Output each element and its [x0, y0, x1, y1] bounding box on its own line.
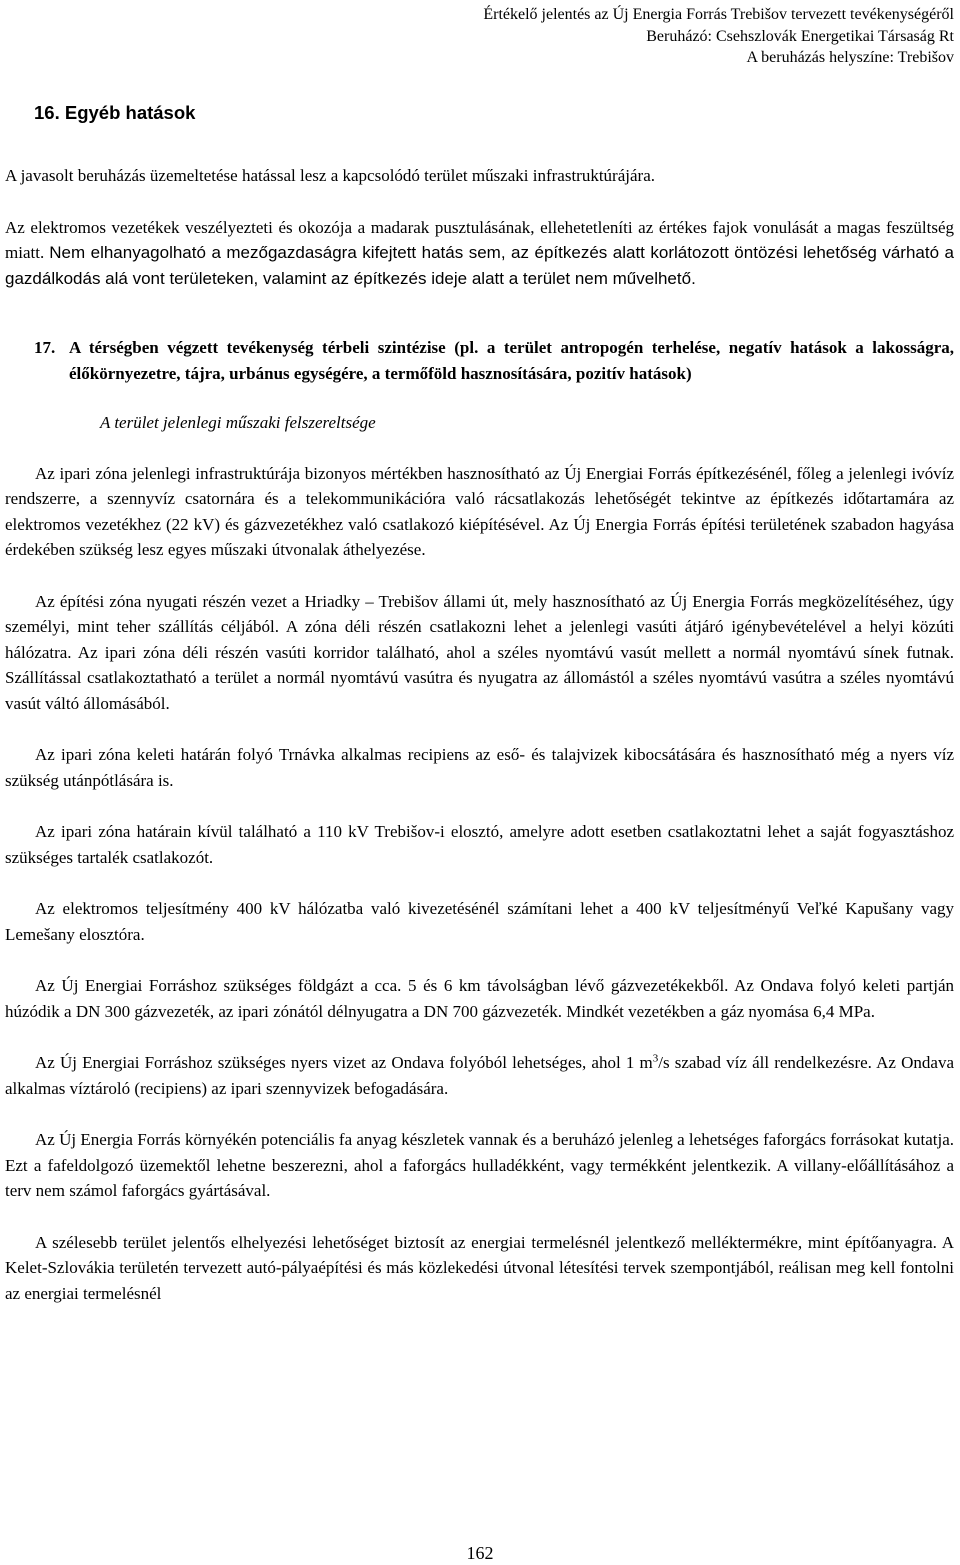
paragraph-text: Az elektromos vezetékek veszélyezteti és okozója a madarak pusztulásának, ellehetetleníti az értékes fajok vonulását a magas feszültség miatt. — [5, 217, 954, 262]
paragraph-text: Nem elhanyagolható a mezőgazdaságra kifejtett hatás sem, az építkezés alatt korlátozott öntözési lehetőség várható a gazdálkodás alá vont területeken, valamint az építkezés ideje alatt a terület nem művelhető. — [5, 243, 954, 288]
body-paragraph: Az Új Energia Forrás környékén potenciális fa anyag készletek vannak és a beruházó jelenleg a lehetséges faforgács forrásokat kutatja. Ezt a fafeldolgozó üzemektől lehetne beszerezni, ahol a faforgács hulladékként, vagy termékként jelentkezik. A villany-előállításához a terv nem számol faforgács gyártásával. — [5, 1130, 954, 1200]
superscript: 3 — [652, 1052, 659, 1065]
paragraph-text: Az Új Energiai Forráshoz szükséges nyers vizet az Ondava folyóból lehetséges, ahol 1 m — [35, 1053, 653, 1072]
paragraph-text: /s szabad víz áll rendelkezésre. Az Ondava alkalmas víztároló (recipiens) az ipari szennyvizek befogadására. — [5, 1053, 954, 1098]
section-16-heading: 16. Egyéb hatások — [34, 102, 196, 123]
body-paragraph: Az ipari zóna jelenlegi infrastruktúrája bizonyos mértékben hasznosítható az Új Energiai Forrás építkezésénél, főleg a jelenlegi ivóvíz rendszerre, a szennyvíz csatornára és a telekommunikációra való rácsatlakozás lehetőségét tekintve az építkezés időtartamára az elektromos vezetékhez (22 kV) és gázvezetékhez való csatlakozó kiépítésével. Az Új Energia Forrás építési területének szabadon hagyása érdekében szükség lesz egyes műszaki útvonalak áthelyezése. — [5, 463, 954, 559]
page-header — [314, 4, 954, 69]
section-17-title: A térségben végzett tevékenység térbeli szintézise (pl. a terület antropogén terhelése, negatív hatások a lakosságra, élőkörnyezetre, tájra, urbánus egységére, a termőföld hasznosítására, pozitív hatások) — [69, 338, 954, 383]
body-paragraph: Az elektromos teljesítmény 400 kV hálózatba való kivezetésénél számítani lehet a 400 kV teljesítményű Veľké Kapušany vagy Lemešany elosztóra. — [5, 899, 954, 944]
body-paragraph: Az ipari zóna határain kívül található a 110 kV Trebišov-i elosztó, amelyre adott esetben csatlakoztatni lehet a saját fogyasztáshoz szükséges tartalék csatlakozót. — [5, 822, 954, 867]
subheading: A terület jelenlegi műszaki felszereltsége — [100, 413, 376, 432]
document-body — [5, 163, 954, 1306]
section-17-number: 17. — [34, 338, 56, 357]
section-16-paragraph: A javasolt beruházás üzemeltetése hatással lesz a kapcsolódó terület műszaki infrastruktúrájára. — [5, 166, 655, 185]
body-paragraph: A szélesebb terület jelentős elhelyezési lehetőséget biztosít az energiai termelésnél jelentkező melléktermékre, mint építőanyagra. A Kelet-Szlovákia területén tervezett autó-pályaépítési és más közlekedési útvonal létesítési tervek szempontjából, reálisan meg kell fontolni az energiai termelésnél — [5, 1232, 954, 1303]
body-paragraph: Az építési zóna nyugati részén vezet a Hriadky – Trebišov állami út, mely hasznosítható az Új Energia Forrás megközelítéséhez, úgy személyi, mint teher szállítás céljából. A zóna déli részén csatlakozni lehet a jelenlegi vasúti átjáró igénybevételével a helyi közúti hálózatra. Az ipari zóna déli részén vasúti korridor található, ahol a széles nyomtávú vasút mellett a normál nyomtávú sínek futnak. Szállítással csatlakoztatható a terület a normál nyomtávú vasútra és nyugatra az állomástól a széles nyomtávú vasútra a széles nyomtávú vasút váltó állomásából. — [5, 591, 954, 713]
page-number: 162 — [466, 1543, 494, 1563]
header-report-title: Értékelő jelentés az Új Energia Forrás Trebišov tervezett tevékenységéről — [483, 6, 954, 23]
header-location: A beruházás helyszíne: Trebišov — [746, 49, 954, 66]
body-paragraph: Az Új Energiai Forráshoz szükséges földgázt a cca. 5 és 6 km távolságban lévő gázvezetékekből. Az Ondava folyó keleti partján húzódik a DN 300 gázvezeték, az ipari zónától délnyugatra a DN 700 gázvezeték. Mindkét vezetékben a gáz nyomása 6,4 MPa. — [5, 976, 954, 1021]
body-paragraph: Az ipari zóna keleti határán folyó Trnávka alkalmas recipiens az eső- és talajvizek kibocsátására és hasznosítható még a nyers víz szükség utánpótlására is. — [5, 745, 954, 790]
section-16-paragraph — [5, 215, 954, 292]
header-investor: Beruházó: Csehszlovák Energetikai Társaság Rt — [646, 27, 954, 45]
section-17-heading — [34, 335, 954, 386]
body-paragraph — [5, 1050, 954, 1101]
